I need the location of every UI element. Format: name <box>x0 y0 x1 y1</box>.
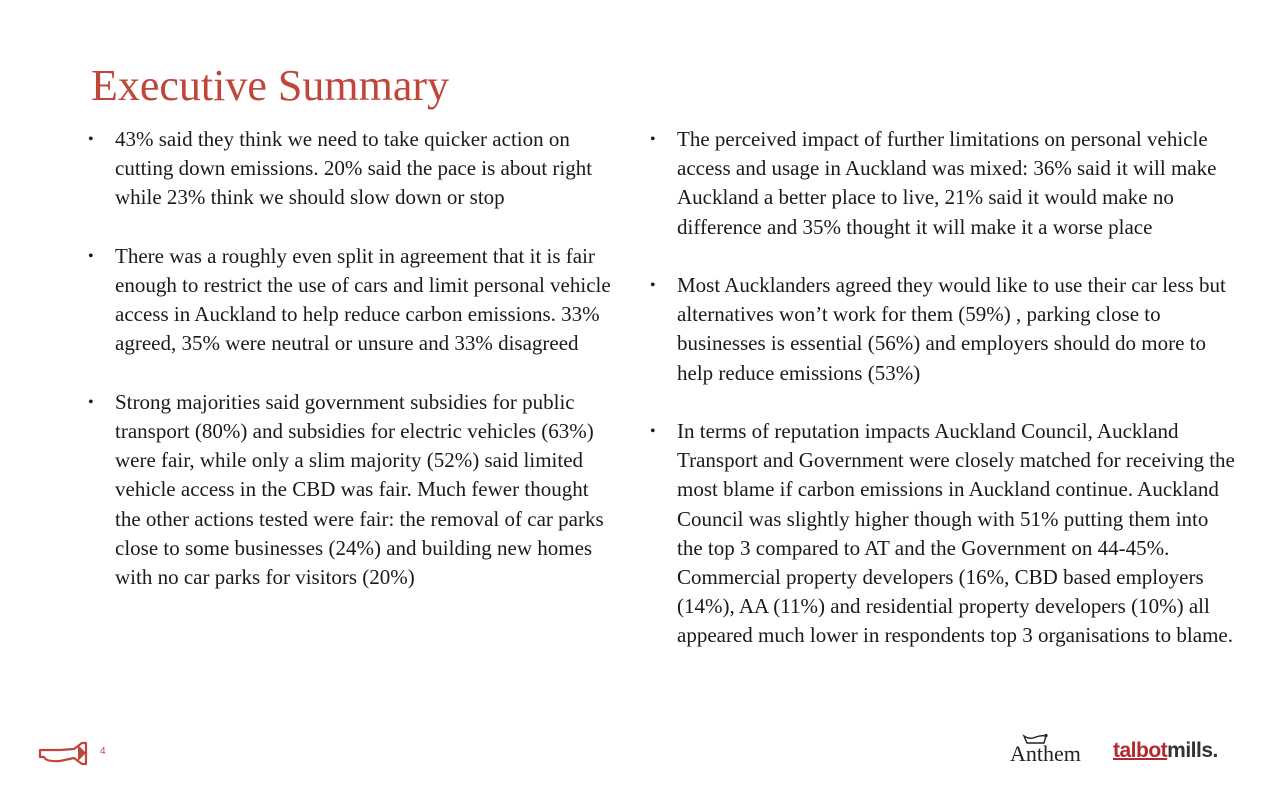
talbotmills-logo <box>1113 739 1218 763</box>
trumpet-icon <box>38 740 88 766</box>
bullet-item: • There was a roughly even split in agreement that it is fair enough to restrict the use of cars and limit personal vehicle access in Auckland to help reduce carbon emissions. 33% agreed, 35% were neutral or unsure and 33% disagreed <box>88 242 618 359</box>
bullet-item: • In terms of reputation impacts Auckland Council, Auckland Transport and Government were closely matched for receiving the most blame if carbon emissions in Auckland continue. Auckland Council was slightly higher though with 51% putting them into the top 3 compared to AT and the Government on 44-45%. Commercial property developers (16%, CBD based employers (14%), AA (11%) and residential property developers (10%) all appeared much lower in respondents top 3 organisations to blame. <box>650 417 1235 651</box>
anthem-logo <box>1010 733 1100 767</box>
bullet-item: • The perceived impact of further limitations on personal vehicle access and usage in Auckland was mixed: 36% said it will make Auckland a better place to live, 21% said it would make no difference and 35% thought it will make it a worse place <box>650 125 1235 242</box>
bullet-item: • 43% said they think we need to take quicker action on cutting down emissions. 20% said the pace is about right while 23% think we should slow down or stop <box>88 125 618 213</box>
bullet-item: • Most Aucklanders agreed they would like to use their car less but alternatives won’t work for them (59%) , parking close to businesses is essential (56%) and employers should do more to help reduce emissions (53%) <box>650 271 1235 388</box>
right-bullet-list <box>650 125 1235 680</box>
left-bullet-list <box>88 125 618 621</box>
anthem-logo-text: Anthem <box>1010 741 1081 766</box>
bullet-item: • Strong majorities said government subsidies for public transport (80%) and subsidies for electric vehicles (63%) were fair, while only a slim majority (52%) said limited vehicle access in the CBD was fair. Much fewer thought the other actions tested were fair: the removal of car parks close to some businesses (24%) and building new homes with no car parks for visitors (20%) <box>88 388 618 592</box>
logo-dot: . <box>1212 739 1218 762</box>
slide-title: Executive Summary <box>91 61 450 110</box>
page-number: 4 <box>100 746 106 757</box>
mills-logo-part: mills <box>1167 739 1213 762</box>
talbot-logo-part: talbot <box>1113 739 1168 762</box>
